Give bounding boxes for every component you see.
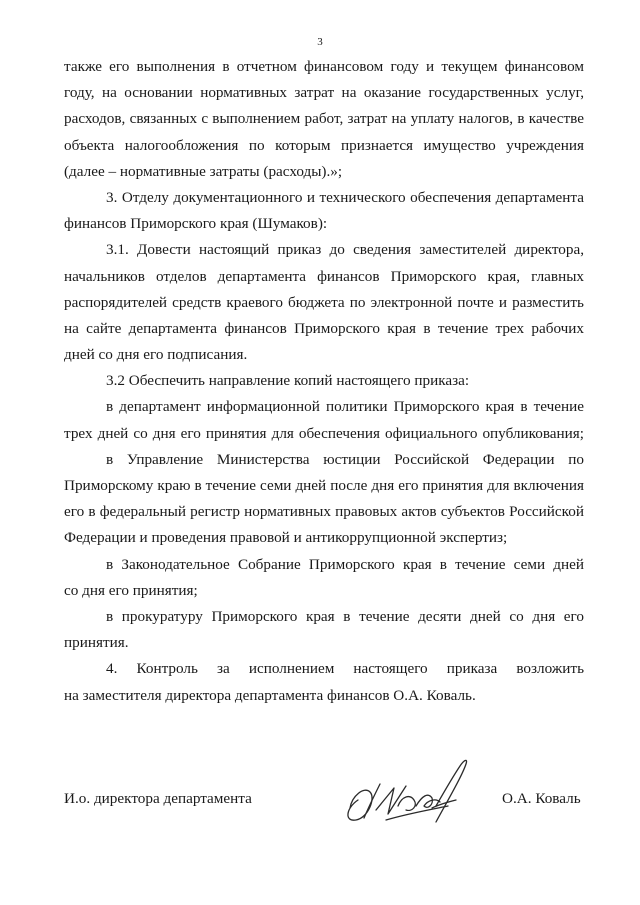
text-line: в Законодательное Собрание Приморского края в течение семи дней — [106, 555, 584, 573]
text-line: со дня его принятия; — [64, 581, 198, 599]
text-line: его в федеральный регистр нормативных правовых актов субъектов Российской — [64, 503, 584, 521]
document-body — [64, 54, 584, 709]
text-line: 3. Отделу документационного и технического обеспечения департамента — [106, 188, 584, 206]
text-line: 4. Контроль за исполнением настоящего приказа возложить — [106, 660, 584, 678]
text-line: (далее – нормативные затраты (расходы).»; — [64, 162, 343, 180]
text-line: году, на основании нормативных затрат на оказание государственных услуг, — [64, 84, 584, 102]
text-line: в департамент информационной политики Приморского края в течение — [106, 398, 584, 416]
text-line: принятия. — [64, 634, 129, 652]
text-line: распорядителей средств краевого бюджета по электронной почте и разместить — [64, 293, 584, 311]
text-line: на заместителя директора департамента финансов О.А. Коваль. — [64, 686, 476, 704]
handwritten-signature — [336, 748, 484, 836]
text-line: также его выполнения в отчетном финансовом году и текущем финансовом — [64, 58, 584, 75]
page-number: 3 — [317, 36, 323, 48]
text-line: расходов, связанных с выполнением работ, затрат на уплату налогов, в качестве — [64, 110, 584, 128]
text-line: начальников отделов департамента финансов Приморского края, главных — [64, 267, 584, 285]
signatory-position: И.о. директора департамента — [64, 790, 252, 807]
text-line: в Управление Министерства юстиции Российской Федерации по — [106, 450, 584, 468]
text-line: Приморскому краю в течение семи дней после дня его принятия для включения — [64, 477, 584, 494]
text-line: объекта налогообложения по которым признается имущество учреждения — [64, 136, 584, 154]
text-line: трех дней со дня его принятия для обеспечения официального опубликования; — [64, 424, 584, 442]
signatory-name: О.А. Коваль — [502, 790, 581, 807]
text-line: финансов Приморского края (Шумаков): — [64, 215, 328, 233]
text-line: на сайте департамента финансов Приморского края в течение трех рабочих — [64, 319, 584, 337]
text-line: Федерации и проведения правовой и антикоррупционной экспертиз; — [64, 529, 508, 547]
text-line: 3.1. Довести настоящий приказ до сведения заместителей директора, — [106, 241, 584, 259]
text-line: дней со дня его подписания. — [64, 346, 248, 364]
text-line: в прокуратуру Приморского края в течение десяти дней со дня его — [106, 607, 584, 625]
text-line: 3.2 Обеспечить направление копий настоящего приказа: — [106, 372, 470, 390]
